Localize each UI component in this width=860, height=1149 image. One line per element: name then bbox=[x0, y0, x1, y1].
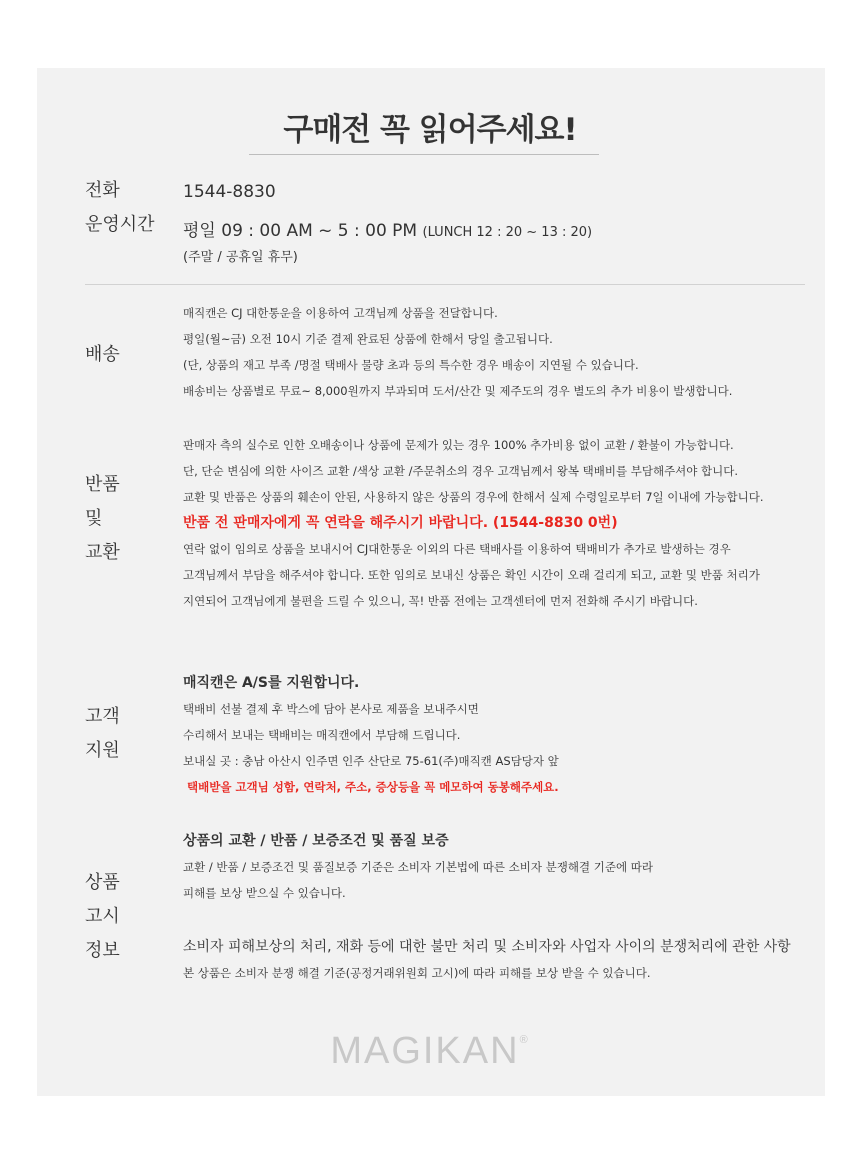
business-hours bbox=[183, 216, 592, 241]
logo-text: MAGIKAN bbox=[330, 1030, 520, 1072]
returns-text bbox=[183, 432, 763, 614]
product-info-line: 피해를 보상 받으실 수 있습니다. bbox=[183, 886, 346, 900]
support-text bbox=[183, 670, 559, 800]
returns-line: 교환 및 반품은 상품의 훼손이 안된, 사용하지 않은 상품의 경우에 한해서 실제 수령일로부터 7일 이내에 가능합니다. bbox=[183, 490, 764, 504]
returns-line: 판매자 측의 실수로 인한 오배송이나 상품에 문제가 있는 경우 100% 추가비용 없이 교환 / 환불이 가능합니다. bbox=[183, 438, 734, 452]
product-info-heading: 상품의 교환 / 반품 / 보증조건 및 품질 보증 bbox=[183, 833, 449, 849]
shipping-line: (단, 상품의 재고 부족 /명절 택배사 물량 초과 등의 특수한 경우 배송이 지연될 수 있습니다. bbox=[183, 358, 639, 372]
magikan-logo bbox=[0, 1030, 860, 1073]
returns-line: 고객님께서 부담을 해주셔야 합니다. 또한 임의로 보내신 상품은 확인 시간이 오래 걸리게 되고, 교환 및 반품 처리가 bbox=[183, 568, 760, 582]
support-line: 수리해서 보내는 택배비는 매직캔에서 부담해 드립니다. bbox=[183, 728, 461, 742]
product-info-label-line: 고시 bbox=[85, 906, 120, 927]
support-label bbox=[85, 700, 120, 768]
support-line: 보내실 곳 : 충남 아산시 인주면 인주 산단로 75-61(주)매직캔 AS담당자 앞 bbox=[183, 754, 559, 768]
page-title: 구매전 꼭 읽어주세요! bbox=[283, 112, 577, 148]
returns-label-line: 교환 bbox=[85, 542, 120, 563]
product-info-label bbox=[85, 866, 120, 968]
returns-line: 지연되어 고객님에게 불편을 드릴 수 있으니, 꼭! 반품 전에는 고객센터에 먼저 전화해 주시기 바랍니다. bbox=[183, 594, 698, 608]
shipping-line: 매직캔은 CJ 대한통운을 이용하여 고객님께 상품을 전달합니다. bbox=[183, 306, 498, 320]
title-divider bbox=[249, 154, 599, 155]
hours-note: (주말 / 공휴일 휴무) bbox=[183, 250, 298, 265]
shipping-line: 평일(월~금) 오전 10시 기준 결제 완료된 상품에 한해서 당일 출고됩니다. bbox=[183, 332, 553, 346]
returns-label-line: 및 bbox=[85, 508, 103, 529]
shipping-line: 배송비는 상품별로 무료~ 8,000원까지 부과되며 도서/산간 및 제주도의 경우 별도의 추가 비용이 발생합니다. bbox=[183, 384, 733, 398]
product-info-text bbox=[183, 828, 653, 906]
support-label-line: 지원 bbox=[85, 740, 120, 761]
consumer-dispute-line: 본 상품은 소비자 분쟁 해결 기준(공정거래위원회 고시)에 따라 피해를 보상 받을 수 있습니다. bbox=[183, 966, 651, 980]
returns-line: 단, 단순 변심에 의한 사이즈 교환 /색상 교환 /주문취소의 경우 고객님께서 왕복 택배비를 부담해주셔야 합니다. bbox=[183, 464, 739, 478]
phone-number: 1544-8830 bbox=[183, 182, 276, 202]
support-warning: 택배받을 고객님 성함, 연락처, 주소, 증상등을 꼭 메모하여 동봉해주세요. bbox=[187, 780, 559, 794]
hours-main: 평일 09 : 00 AM ~ 5 : 00 PM bbox=[183, 221, 418, 241]
hours-lunch: (LUNCH 12 : 20 ~ 13 : 20) bbox=[422, 225, 593, 240]
returns-line: 연락 없이 임의로 상품을 보내시어 CJ대한통운 이외의 다른 택배사를 이용하여 택배비가 추가로 발생하는 경우 bbox=[183, 542, 731, 556]
section-divider bbox=[85, 284, 805, 285]
returns-label-line: 반품 bbox=[85, 474, 120, 495]
support-heading: 매직캔은 A/S를 지원합니다. bbox=[183, 675, 360, 691]
phone-label: 전화 bbox=[85, 180, 120, 201]
shipping-label: 배송 bbox=[85, 344, 120, 365]
consumer-dispute-heading: 소비자 피해보상의 처리, 재화 등에 대한 불만 처리 및 소비자와 사업자 사이의 분쟁처리에 관한 사항 bbox=[183, 939, 791, 955]
consumer-dispute-text bbox=[183, 934, 791, 986]
returns-label bbox=[85, 468, 120, 570]
returns-warning: 반품 전 판매자에게 꼭 연락을 해주시기 바랍니다. (1544-8830 0번) bbox=[183, 515, 618, 531]
hours-label: 운영시간 bbox=[85, 214, 155, 235]
product-info-line: 교환 / 반품 / 보증조건 및 품질보증 기준은 소비자 기본법에 따른 소비자 분쟁해결 기준에 따라 bbox=[183, 860, 653, 874]
product-info-label-line: 상품 bbox=[85, 872, 120, 893]
product-info-label-line: 정보 bbox=[85, 940, 120, 961]
support-label-line: 고객 bbox=[85, 706, 120, 727]
registered-mark: ® bbox=[519, 1034, 530, 1046]
shipping-text bbox=[183, 300, 732, 404]
support-line: 택배비 선불 결제 후 박스에 담아 본사로 제품을 보내주시면 bbox=[183, 702, 479, 716]
